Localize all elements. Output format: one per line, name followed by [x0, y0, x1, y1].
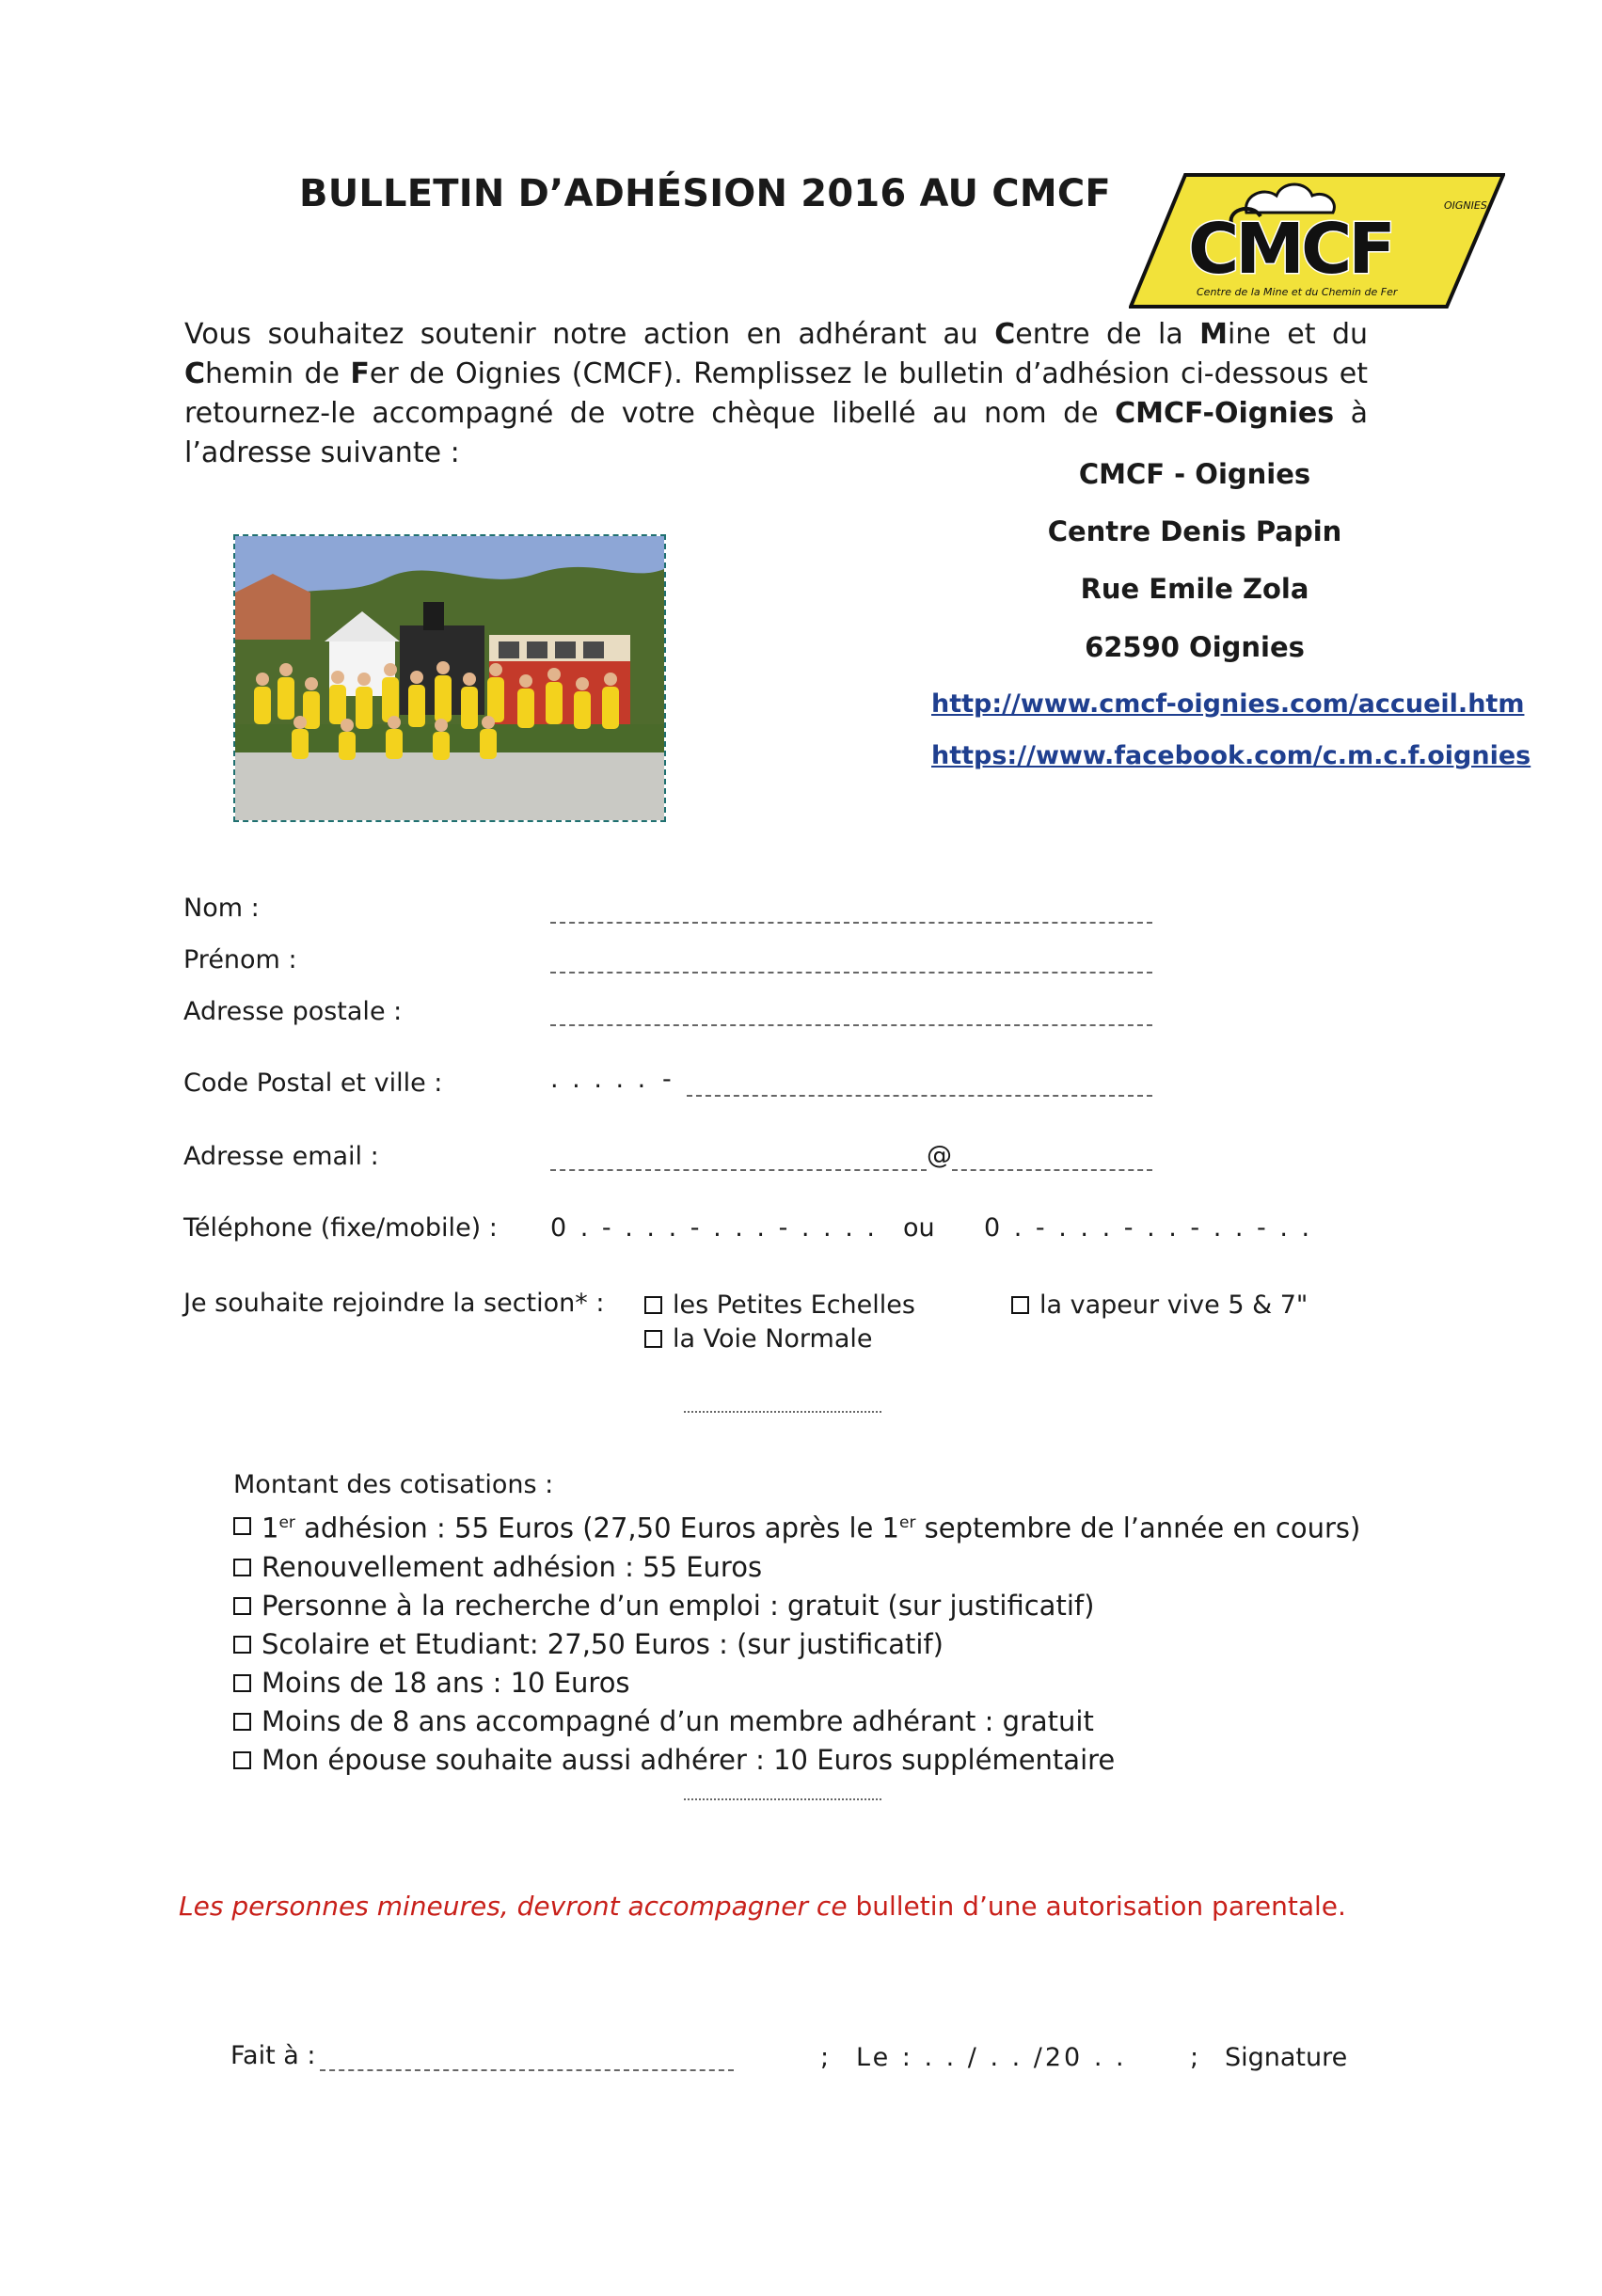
option-label: les Petites Echelles [673, 1291, 915, 1320]
checkbox[interactable] [644, 1296, 662, 1314]
intro-text: er de Oignies (CMCF). Remplissez le bulletin d’adhésion ci-dessous et retournez-le accompagné de votre chèque libellé au nom de [184, 357, 1369, 430]
fee-label: Moins de 18 ans : 10 Euros [262, 1666, 630, 1699]
intro-text: Vous souhaitez soutenir notre action en adhérant au [184, 318, 995, 351]
fait-a-label: Fait à : [230, 2041, 316, 2070]
section-label: Je souhaite rejoindre la section* : [183, 1289, 605, 1318]
fait-a-field[interactable] [320, 2069, 734, 2071]
option-label: la Voie Normale [673, 1324, 873, 1354]
checkbox[interactable] [1011, 1296, 1029, 1314]
signature-label: Signature [1225, 2043, 1348, 2072]
prenom-field[interactable] [550, 972, 1152, 974]
option-label: la vapeur vive 5 & 7" [1039, 1291, 1309, 1320]
logo-corner-text: OIGNIES [1444, 199, 1487, 212]
intro-initial: C [184, 357, 206, 390]
checkbox[interactable] [644, 1330, 662, 1348]
telephone-fixe-field[interactable]: 0 . - . . . - . . . - . . . . [550, 1213, 878, 1243]
fee-option-moins-18[interactable] [233, 1664, 1360, 1702]
logo-tagline: Centre de la Mine et du Chemin de Fer [1197, 286, 1398, 298]
footer-separator: ; [820, 2043, 830, 2072]
footer-separator: ; [1190, 2043, 1199, 2072]
intro-text: ine et du [1228, 318, 1369, 351]
fee-text: adhésion : 55 Euros (27,50 Euros après le 1 [294, 1512, 900, 1544]
group-photo [233, 534, 666, 822]
code-postal-label: Code Postal et ville : [183, 1069, 443, 1098]
fee-text: er [278, 1513, 295, 1532]
fees-header: Montant des cotisations : [233, 1470, 554, 1499]
adresse-label: Adresse postale : [183, 997, 403, 1026]
section-option-petites-echelles[interactable] [644, 1291, 915, 1320]
nom-field[interactable] [550, 922, 1152, 924]
prenom-label: Prénom : [183, 945, 297, 974]
fee-option-etudiant[interactable] [233, 1625, 1360, 1664]
email-domain-field[interactable] [952, 1169, 1152, 1171]
page-title: BULLETIN D’ADHÉSION 2016 AU CMCF [299, 172, 1111, 215]
divider [684, 1798, 881, 1800]
intro-initial: F [350, 357, 370, 390]
intro-initial: M [1199, 318, 1229, 351]
fee-option-renouvellement[interactable] [233, 1548, 1360, 1587]
date-field[interactable]: Le : . . / . . /20 . . [856, 2043, 1127, 2072]
intro-text: entre de la [1015, 318, 1200, 351]
telephone-label: Téléphone (fixe/mobile) : [183, 1213, 498, 1243]
fee-label: Renouvellement adhésion : 55 Euros [262, 1550, 763, 1583]
address-line-3: Rue Emile Zola [1080, 573, 1309, 605]
cmcf-logo [1129, 167, 1505, 309]
logo-name: CMCF [1188, 209, 1392, 290]
adresse-field[interactable] [550, 1024, 1152, 1026]
email-user-field[interactable] [550, 1169, 927, 1171]
ville-field[interactable] [687, 1095, 1152, 1097]
website-link[interactable]: http://www.cmcf-oignies.com/accueil.htm [931, 689, 1525, 719]
checkbox[interactable] [233, 1713, 251, 1731]
intro-paragraph [184, 315, 1368, 473]
fees-list [233, 1465, 1360, 1780]
divider [684, 1411, 881, 1413]
warning-text: bulletin d’une autorisation parentale. [847, 1891, 1346, 1922]
address-line-4: 62590 Oignies [1085, 631, 1305, 663]
fee-label [262, 1504, 1360, 1548]
fee-text: 1 [262, 1512, 279, 1544]
minor-warning [179, 1891, 1346, 1922]
telephone-or: ou [903, 1213, 935, 1243]
nom-label: Nom : [183, 894, 260, 923]
email-label: Adresse email : [183, 1142, 379, 1171]
checkbox[interactable] [233, 1674, 251, 1692]
code-postal-field[interactable]: . . . . . [550, 1065, 649, 1094]
intro-text: hemin de [205, 357, 351, 390]
address-line-1: CMCF - Oignies [1078, 458, 1311, 490]
telephone-mobile-field[interactable]: 0 . - . . . - . . - . . - . . [984, 1213, 1313, 1243]
checkbox[interactable] [233, 1559, 251, 1576]
address-line-2: Centre Denis Papin [1047, 515, 1342, 547]
facebook-link[interactable]: https://www.facebook.com/c.m.c.f.oignies [931, 741, 1531, 770]
warning-italic: Les personnes mineures, devront accompagner ce [179, 1891, 848, 1922]
checkbox[interactable] [233, 1517, 251, 1535]
intro-initial: C [994, 318, 1016, 351]
intro-text: à l’adresse suivante : [184, 397, 1368, 469]
at-sign: @ [927, 1141, 952, 1170]
fee-option-moins-8[interactable] [233, 1702, 1360, 1741]
section-option-vapeur-vive[interactable] [1011, 1291, 1308, 1320]
code-postal-separator: - [662, 1065, 674, 1094]
fee-label: Personne à la recherche d’un emploi : gratuit (sur justificatif) [262, 1589, 1095, 1622]
checkbox[interactable] [233, 1636, 251, 1654]
fee-text: er [899, 1513, 916, 1532]
fee-label: Scolaire et Etudiant: 27,50 Euros : (sur justificatif) [262, 1627, 944, 1660]
payee-name: CMCF-Oignies [1115, 397, 1335, 430]
checkbox[interactable] [233, 1597, 251, 1615]
fee-label: Moins de 8 ans accompagné d’un membre adhérant : gratuit [262, 1704, 1094, 1737]
fee-label: Mon épouse souhaite aussi adhérer : 10 Euros supplémentaire [262, 1743, 1116, 1776]
fee-text: septembre de l’année en cours) [915, 1512, 1361, 1544]
fee-option-epouse[interactable] [233, 1741, 1360, 1780]
checkbox[interactable] [233, 1751, 251, 1769]
fee-option-emploi[interactable] [233, 1587, 1360, 1625]
fee-option-first[interactable] [233, 1504, 1360, 1548]
section-option-voie-normale[interactable] [644, 1324, 873, 1354]
